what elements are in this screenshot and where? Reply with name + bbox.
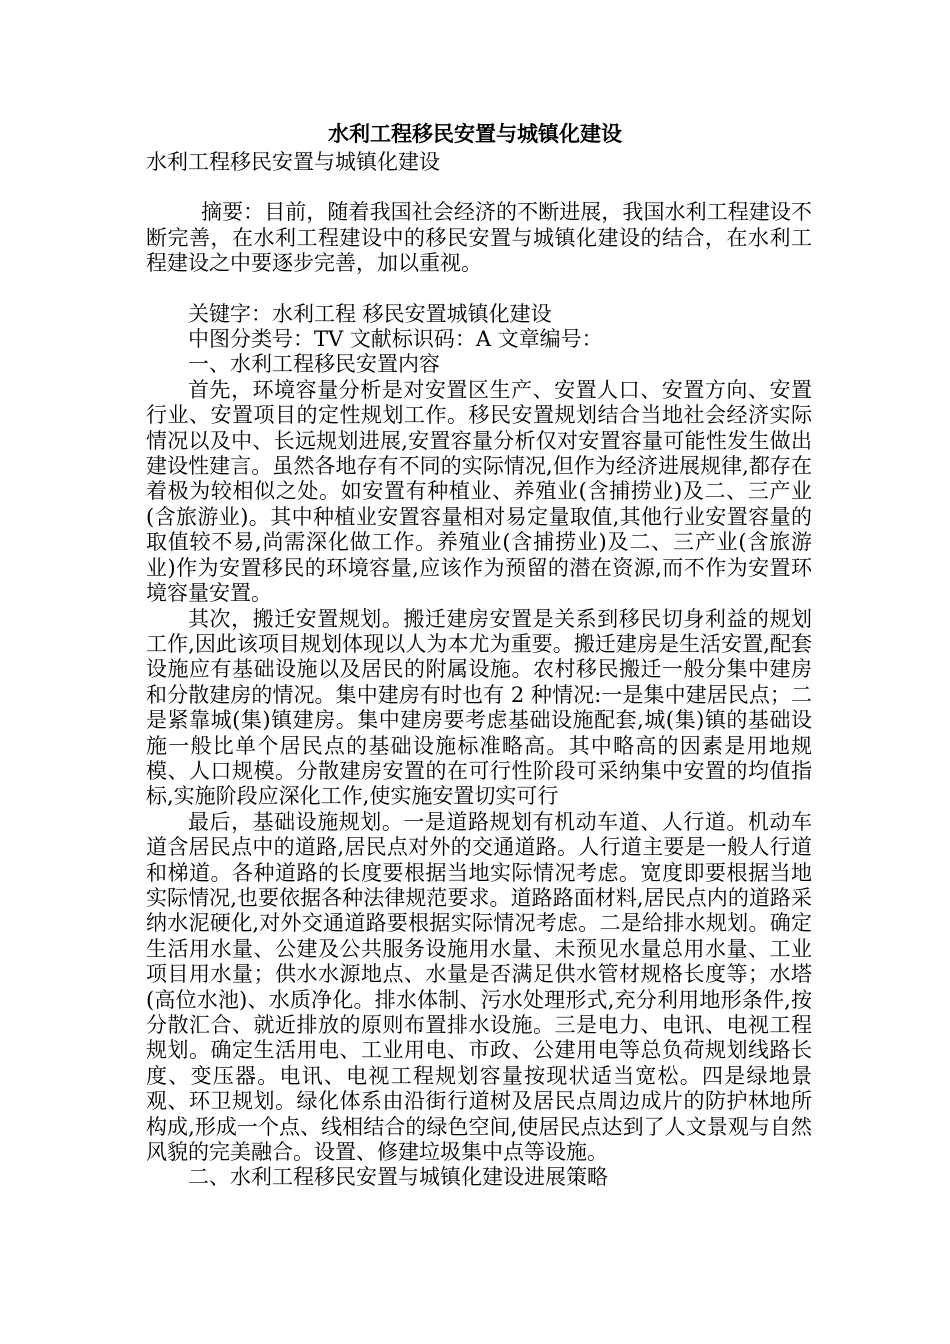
section-heading-2: 二、水利工程移民安置与城镇化建设进展策略	[188, 1165, 608, 1190]
body-paragraph-3: 最后，基础设施规划。一是道路规划有机动车道、人行道。机动车道含居民点中的道路,居民点对外的交通道路。人行道主要是一般人行道和梯道。各种道路的长度要根据当地实际情况考虑。宽度即要根据当地实际情况,也要依据各种法律规范要求。道路路面材料,居民点内的道路采纳水泥硬化,对外交通道路要根据实际情况考虑。二是给排水规划。确定生活用水量、公建及公共服务设施用水量、未预见水量总用水量、工业项目用水量；供水水源地点、水量是否满足供水管材规格长度等；水塔(高位水池)、水质净化。排水体制、污水处理形式,充分利用地形条件,按分散汇合、就近排放的原则布置排水设施。三是电力、电讯、电视工程规划。确定生活用电、工业用电、市政、公建用电等总负荷规划线路长度、变压器。电讯、电视工程规划容量按现状适当宽松。四是绿地景观、环卫规划。绿化体系由沿街行道树及居民点周边成片的防护林地所构成,形成一个点、线相结合的绿色空间,使居民点达到了人文景观与自然风貌的完美融合。设置、修建垃圾集中点等设施。	[146, 809, 812, 1165]
abstract-paragraph: 摘要：目前，随着我国社会经济的不断进展，我国水利工程建设不断完善，在水利工程建设中的移民安置与城镇化建设的结合，在水利工程建设之中要逐步完善，加以重视。	[146, 200, 812, 276]
document-body	[146, 150, 812, 1191]
spacer	[146, 175, 812, 200]
document-title: 水利工程移民安置与城镇化建设	[328, 121, 622, 146]
section-heading-1: 一、水利工程移民安置内容	[188, 352, 440, 377]
spacer	[146, 277, 812, 302]
document-subtitle: 水利工程移民安置与城镇化建设	[146, 150, 440, 174]
body-paragraph-2: 其次，搬迁安置规划。搬迁建房安置是关系到移民切身利益的规划工作,因此该项目规划体现以人为本尤为重要。搬迁建房是生活安置,配套设施应有基础设施以及居民的附属设施。农村移民搬迁一般分集中建房和分散建房的情况。集中建房有时也有 2 种情况:一是集中建居民点；二是紧靠城(集)镇建房。集中建房要考虑基础设施配套,城(集)镇的基础设施一般比单个居民点的基础设施标准略高。其中略高的因素是用地规模、人口规模。分散建房安置的在可行性阶段可采纳集中安置的均值指标,实施阶段应深化工作,使实施安置切实可行	[146, 606, 812, 809]
classification-line: 中图分类号：TV 文献标识码：A 文章编号：	[188, 327, 603, 352]
body-paragraph-1: 首先，环境容量分析是对安置区生产、安置人口、安置方向、安置行业、安置项目的定性规划工作。移民安置规划结合当地社会经济实际情况以及中、长远规划进展,安置容量分析仅对安置容量可能性发生做出建设性建言。虽然各地存有不同的实际情况,但作为经济进展规律,都存在着极为较相似之处。如安置有种植业、养殖业(含捕捞业)及二、三产业(含旅游业)。其中种植业安置容量相对易定量取值,其他行业安置容量的取值较不易,尚需深化做工作。养殖业(含捕捞业)及二、三产业(含旅游业)作为安置移民的环境容量,应该作为预留的潜在资源,而不作为安置环境容量安置。	[146, 377, 812, 606]
keywords-line: 关键字：水利工程 移民安置城镇化建设	[188, 301, 552, 326]
